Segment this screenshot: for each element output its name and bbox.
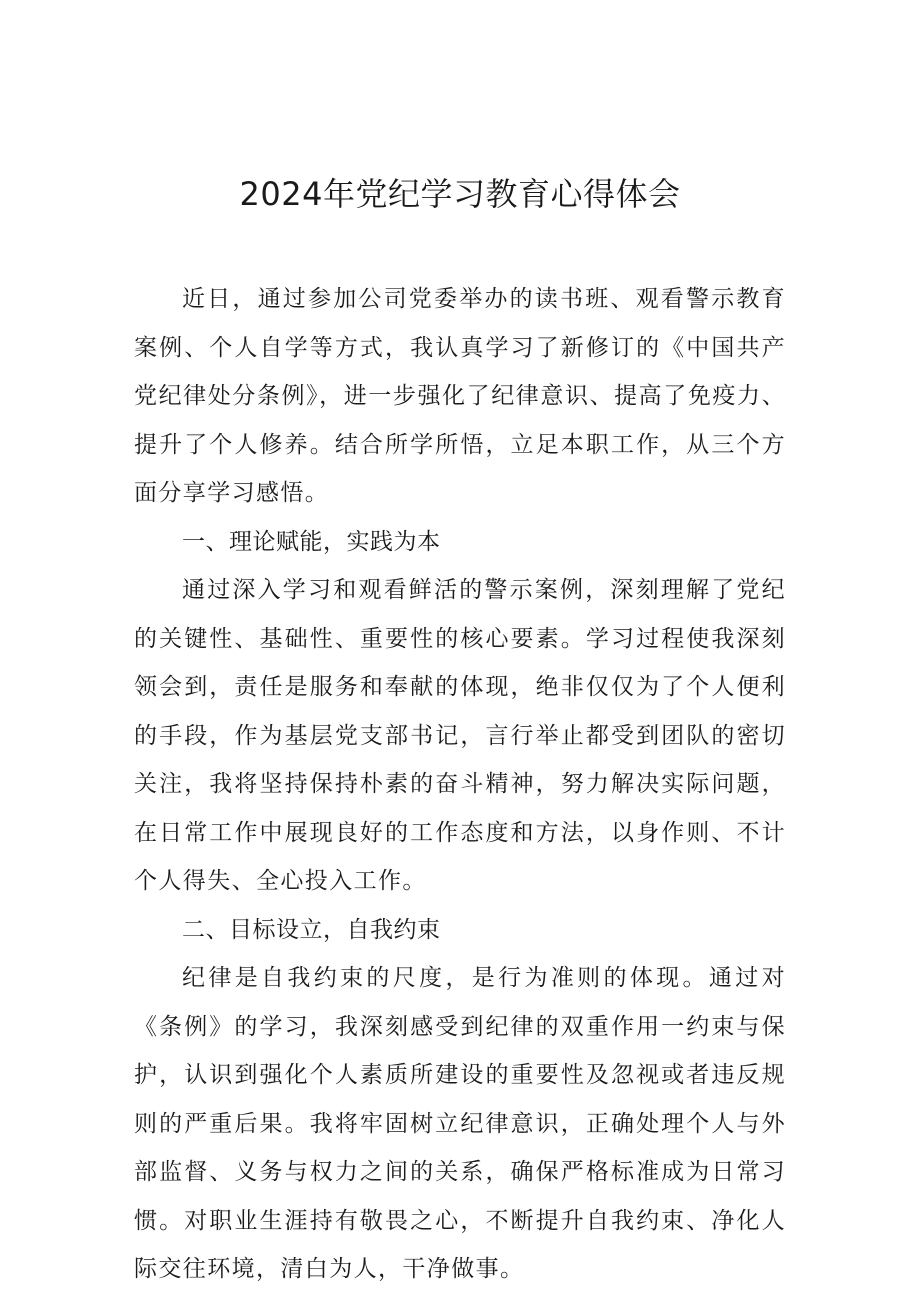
section-1-heading: 一、理论赋能，实践为本 [182,528,441,555]
section-1-paragraph: 通过深入学习和观看鲜活的警示案例，深刻理解了党纪的关键性、基础性、重要性的核心要素。学习过程使我深刻领会到，责任是服务和奉献的体现，绝非仅仅为了个人便利的手段，作为基层党支部书记，言行举止都受到团队的密切关注，我将坚持保持朴素的奋斗精神，努力解决实际问题，在日常工作中展现良好的工作态度和方法，以身作则、不计个人得失、全心投入工作。 [134,577,786,894]
document-title: 2024年党纪学习教育心得体会 [239,175,681,213]
document-body [134,275,786,1294]
section-2-heading: 二、目标设立，自我约束 [182,916,441,943]
intro-paragraph: 近日，通过参加公司党委举办的读书班、观看警示教育案例、个人自学等方式，我认真学习了新修订的《中国共产党纪律处分条例》，进一步强化了纪律意识、提高了免疫力、提升了个人修养。结合所学所悟，立足本职工作，从三个方面分享学习感悟。 [134,286,786,506]
section-2-paragraph: 纪律是自我约束的尺度，是行为准则的体现。通过对《条例》的学习，我深刻感受到纪律的双重作用一约束与保护，认识到强化个人素质所建设的重要性及忽视或者违反规则的严重后果。我将牢固树立纪律意识，正确处理个人与外部监督、义务与权力之间的关系，确保严格标准成为日常习惯。对职业生涯持有敬畏之心，不断提升自我约束、净化人际交往环境，清白为人，干净做事。 [134,965,786,1282]
